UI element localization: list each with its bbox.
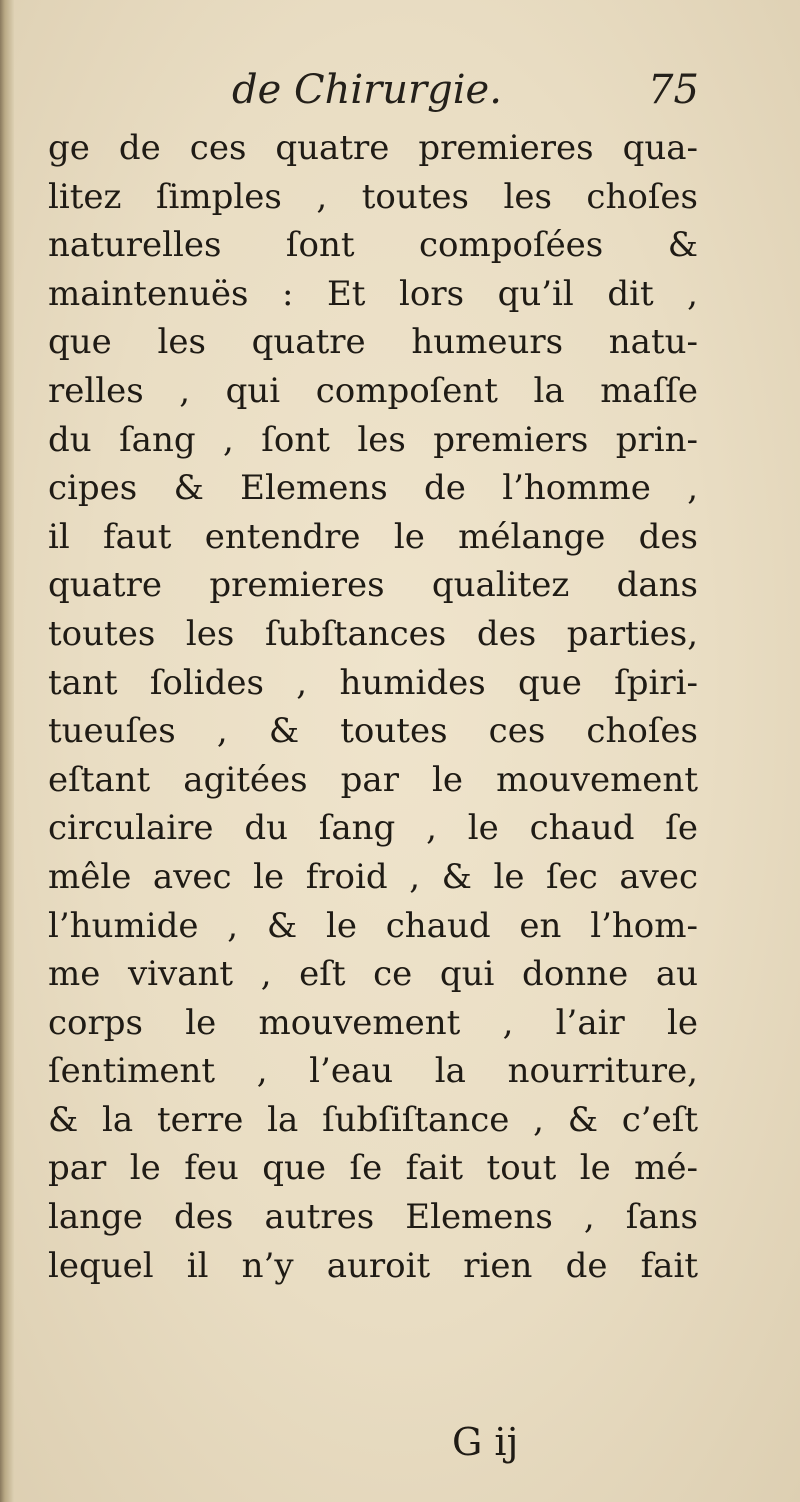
text-line: du ſang , ſont les premiers prin- — [48, 419, 698, 460]
text-line: me vivant , eſt ce qui donne au — [48, 954, 698, 995]
text-line: tant ſolides , humides que ſpiri- — [48, 662, 698, 703]
text-line: maintenuës : Et lors qu’il dit , — [48, 273, 698, 314]
text-line: par le feu que ſe fait tout le mé- — [48, 1148, 698, 1189]
text-line: circulaire du ſang , le chaud ſe — [48, 808, 698, 849]
text-line: ge de ces quatre premieres qua- — [48, 128, 698, 168]
page-header — [0, 62, 800, 122]
text-line: lange des autres Elemens , ſans — [48, 1197, 698, 1238]
body-text — [48, 124, 698, 1290]
text-line: toutes les ſubſtances des parties, — [48, 613, 698, 654]
text-line: mêle avec le froid , & le ſec avec — [48, 856, 698, 897]
text-line: litez ſimples , toutes les choſes — [48, 176, 698, 217]
text-line: corps le mouvement , l’air le — [48, 1002, 698, 1043]
text-line: ſentiment , l’eau la nourriture, — [48, 1051, 698, 1092]
page-number: 75 — [648, 67, 699, 113]
text-line: naturelles ſont compoſées & — [48, 225, 698, 266]
running-title: de Chirurgie. — [232, 67, 502, 113]
text-line: tueuſes , & toutes ces choſes — [48, 711, 698, 752]
text-line: & la terre la ſubſiſtance , & c’eſt — [48, 1099, 698, 1140]
signature-mark: G ij — [452, 1420, 519, 1464]
text-line: eſtant agitées par le mouvement — [48, 759, 698, 800]
text-line: cipes & Elemens de l’homme , — [48, 468, 698, 509]
page-gutter-shadow — [0, 0, 14, 1502]
text-line: relles , qui compoſent la maſſe — [48, 370, 698, 411]
text-line: l’humide , & le chaud en l’hom- — [48, 905, 698, 946]
text-line: il faut entendre le mélange des — [48, 516, 698, 557]
text-line: quatre premieres qualitez dans — [48, 565, 698, 606]
text-line: lequel il n’y auroit rien de fait — [48, 1245, 698, 1286]
text-line: que les quatre humeurs natu- — [48, 322, 698, 363]
